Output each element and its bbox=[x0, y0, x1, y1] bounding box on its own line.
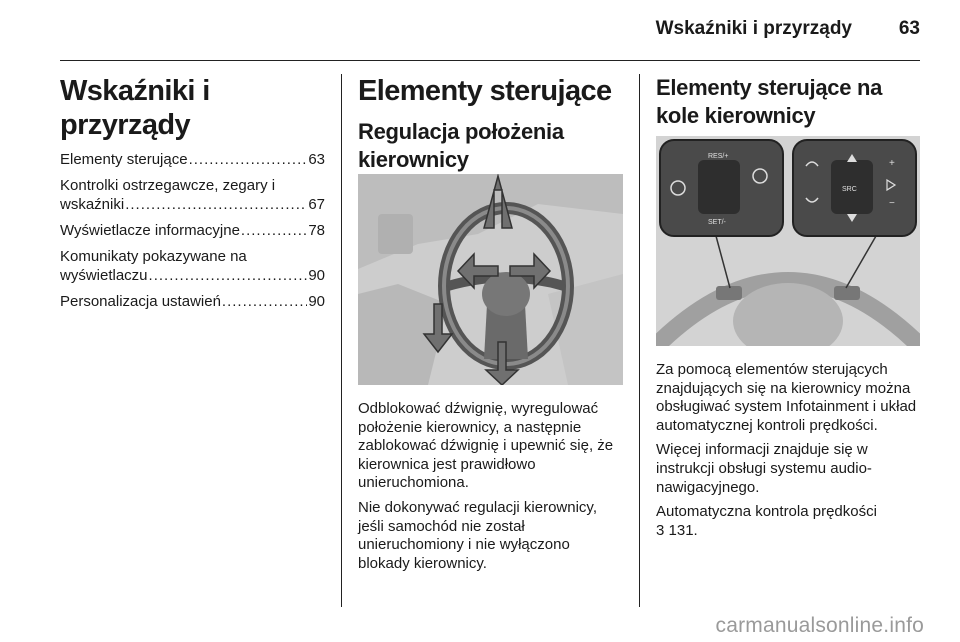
steering-wheel-controls-illustration bbox=[656, 136, 920, 346]
toc-label: Wyświetlacze informacyjne bbox=[60, 222, 240, 239]
paragraph: Nie dokonywać regulacji kierownicy, jeśli samochód nie został unieruchomiony i nie wyłączono blokady kierownicy. bbox=[358, 498, 597, 572]
toc-leader bbox=[189, 150, 308, 169]
section-body bbox=[358, 400, 623, 579]
paragraph: Więcej informacji znajduje się w instrukcji obsługi systemu audio-nawigacyjnego. bbox=[656, 441, 872, 496]
toc-label: Elementy sterujące bbox=[60, 151, 188, 168]
crossref-paragraph bbox=[656, 503, 920, 540]
toc-entry[interactable] bbox=[60, 292, 325, 311]
section-title: Elementy sterujące na kole kierownicy bbox=[656, 75, 883, 128]
toc-leader bbox=[125, 195, 307, 214]
toc-label: wyświetlaczu bbox=[60, 267, 148, 284]
chapter-title: Wskaźniki i przyrządy bbox=[60, 75, 210, 141]
toc-label: wskaźniki bbox=[60, 196, 125, 213]
svg-text:−: − bbox=[889, 198, 895, 209]
column-divider bbox=[639, 74, 640, 607]
wheel-controls-column bbox=[656, 74, 920, 539]
toc-page: 78 bbox=[308, 222, 325, 239]
column-divider bbox=[341, 74, 342, 607]
toc-leader bbox=[222, 292, 307, 311]
crossref-page-link[interactable]: 131. bbox=[668, 521, 698, 539]
set-label: SET/- bbox=[708, 219, 726, 226]
watermark: carmanualsonline.info bbox=[715, 614, 924, 637]
toc-label: Personalizacja ustawień bbox=[60, 293, 221, 310]
header-rule bbox=[60, 60, 920, 61]
running-title: Wskaźniki i przyrządy bbox=[655, 18, 852, 39]
toc-page: 67 bbox=[308, 196, 325, 213]
section-body bbox=[656, 361, 920, 546]
paragraph: Za pomocą elementów sterujących znajdujących się na kierownicy można obsługiwać system Infotainment i układ automatycznej kontroli prędkości. bbox=[656, 361, 917, 434]
controls-column bbox=[358, 74, 623, 572]
toc-entry[interactable] bbox=[60, 247, 325, 285]
toc-label: Komunikaty pokazywane na bbox=[60, 248, 247, 265]
svg-text:+: + bbox=[889, 158, 895, 169]
paragraph: Odblokować dźwignię, wyregulować położenie kierownicy, a następnie zablokować dźwignię i upewnić się, że kierownica jest prawidłowo unieruchomiona. bbox=[358, 400, 614, 492]
steering-adjust-illustration bbox=[358, 174, 623, 385]
toc-entry[interactable] bbox=[60, 221, 325, 240]
toc-entry[interactable] bbox=[60, 176, 325, 214]
subsection-title: Regulacja położenia kierownicy bbox=[358, 119, 564, 172]
toc-page: 63 bbox=[308, 151, 325, 168]
chapter-column bbox=[60, 74, 325, 310]
crossref-text: Automatyczna kontrola prędkości bbox=[656, 503, 877, 521]
page-header bbox=[60, 18, 920, 44]
toc-entry[interactable] bbox=[60, 150, 325, 169]
table-of-contents bbox=[60, 150, 325, 318]
crossref-arrow-icon: 3 bbox=[656, 521, 665, 539]
toc-leader bbox=[149, 266, 308, 285]
toc-page: 90 bbox=[308, 267, 325, 284]
toc-page: 90 bbox=[308, 293, 325, 310]
res-label: RES/+ bbox=[708, 153, 729, 160]
src-label: SRC bbox=[842, 186, 857, 193]
section-title: Elementy sterujące bbox=[358, 75, 612, 107]
toc-leader bbox=[241, 221, 307, 240]
toc-label: Kontrolki ostrzegawcze, zegary i bbox=[60, 177, 276, 194]
page-number: 63 bbox=[898, 18, 920, 39]
